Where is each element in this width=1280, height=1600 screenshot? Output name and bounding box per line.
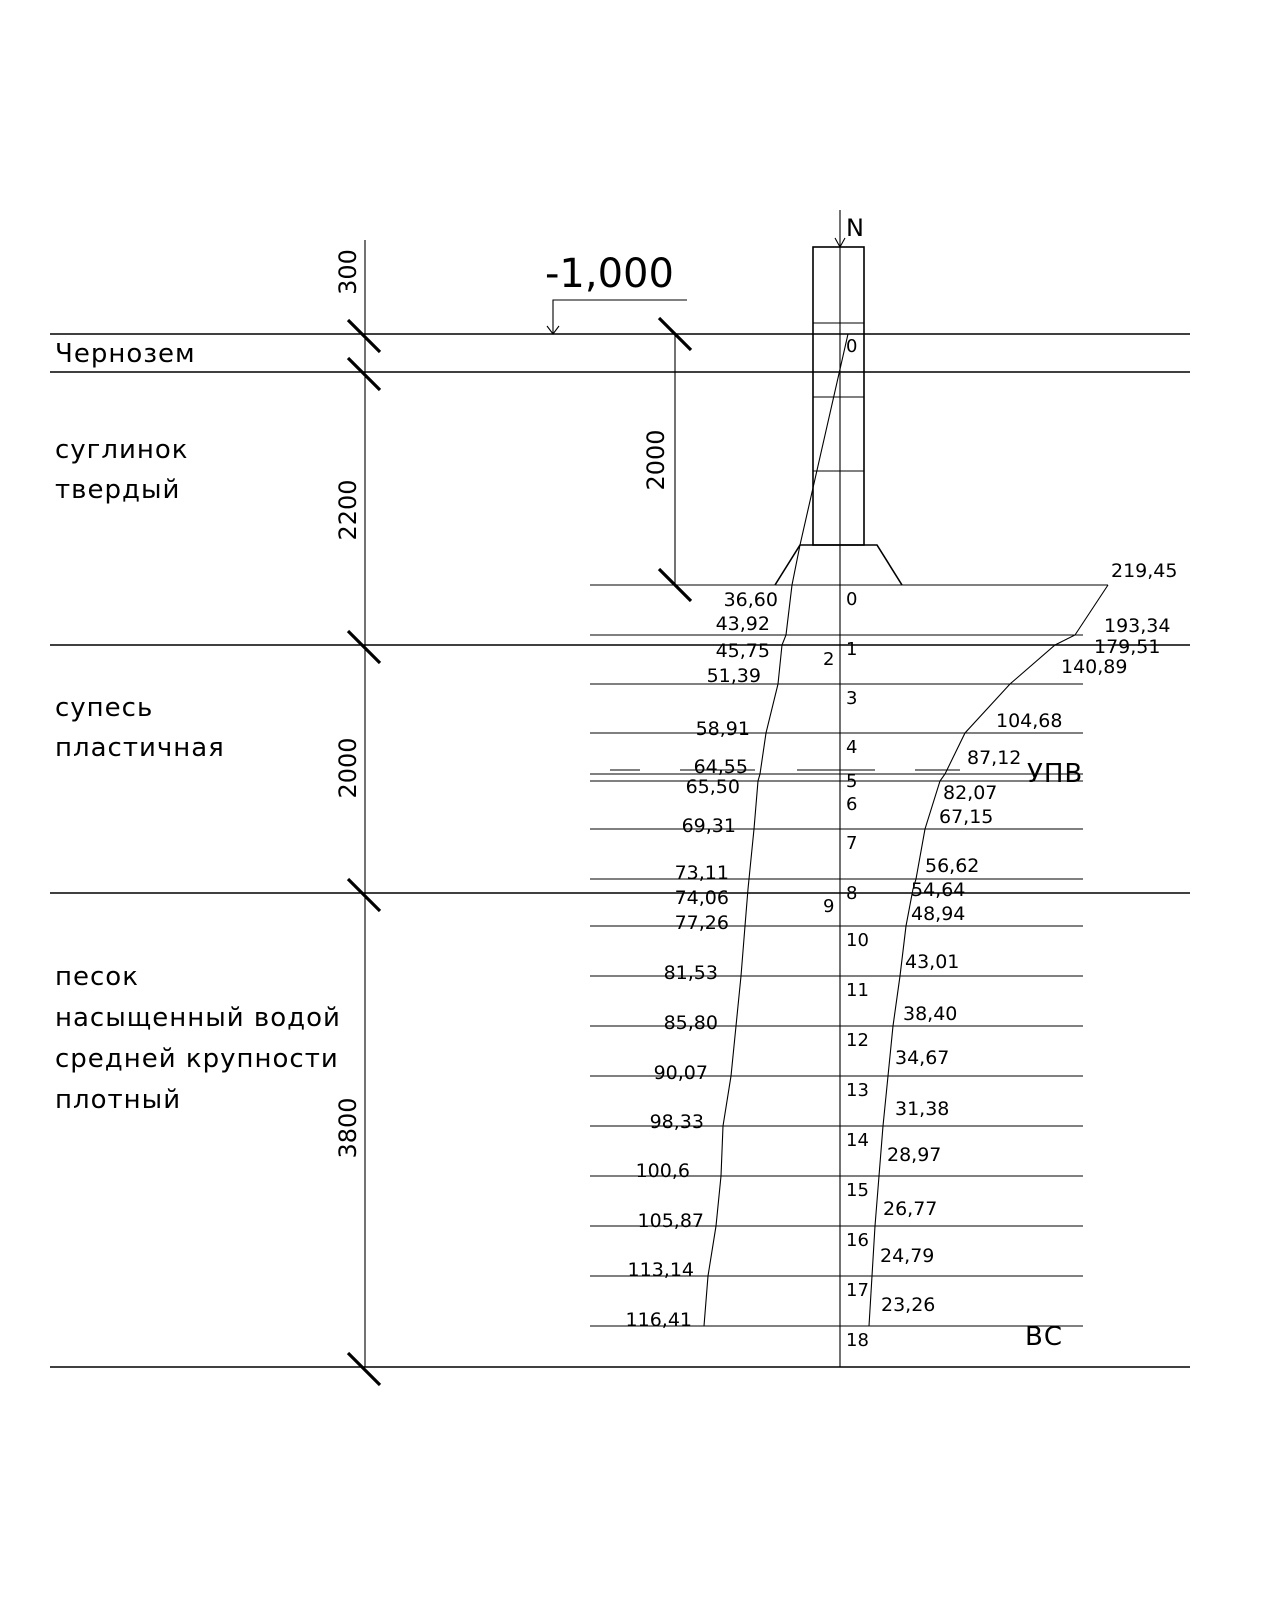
- right-value-17: 24,79: [880, 1245, 935, 1267]
- soil-name-loam-line1: суглинок: [55, 435, 189, 465]
- right-value-18: 23,26: [881, 1294, 936, 1316]
- dimension-tick: [348, 320, 380, 352]
- point-index-8: 8: [846, 883, 858, 904]
- point-index-18: 18: [846, 1330, 869, 1351]
- foundation-footing: [775, 545, 902, 585]
- point-index-11: 11: [846, 980, 869, 1001]
- foundation-column: [813, 247, 864, 545]
- right-value-2: 179,51: [1094, 636, 1161, 658]
- point-index-14: 14: [846, 1130, 869, 1151]
- point-index-1: 1: [846, 639, 858, 660]
- left-value-16: 105,87: [637, 1210, 704, 1232]
- dimension-tick: [348, 1353, 380, 1385]
- left-value-18: 116,41: [625, 1309, 692, 1331]
- right-value-3: 140,89: [1061, 656, 1128, 678]
- point-index-5: 5: [846, 771, 858, 792]
- dimension-tick: [348, 358, 380, 390]
- right-value-16: 26,77: [883, 1198, 938, 1220]
- point-index-10: 10: [846, 930, 869, 951]
- left-value-15: 100,6: [635, 1160, 690, 1182]
- point-index-0: 0: [846, 589, 858, 610]
- thickness-label-sand: 3800: [334, 1097, 362, 1159]
- soil-name-sand-line1: песок: [55, 962, 139, 992]
- right-value-12: 38,40: [903, 1003, 958, 1025]
- soil-name-chernozem: Чернозем: [55, 339, 196, 369]
- point-index-9: 9: [823, 896, 835, 917]
- left-value-10: 77,26: [674, 912, 729, 934]
- north-label: N: [846, 214, 864, 242]
- soil-name-sand-line4: плотный: [55, 1085, 182, 1115]
- zero-mark: 0: [846, 336, 858, 357]
- right-value-6: 82,07: [943, 782, 998, 804]
- soil-name-sand-line3: средней крупности: [55, 1044, 339, 1074]
- left-value-6: 65,50: [685, 776, 740, 798]
- right-value-1: 193,34: [1104, 615, 1171, 637]
- left-value-2: 45,75: [715, 640, 770, 662]
- dimension-tick: [348, 631, 380, 663]
- point-index-2: 2: [823, 649, 835, 670]
- foundation-depth-dimension: [642, 318, 691, 601]
- point-index-7: 7: [846, 833, 858, 854]
- soil-name-sandy-loam-line2: пластичная: [55, 733, 225, 763]
- point-index-16: 16: [846, 1230, 869, 1251]
- point-index-13: 13: [846, 1080, 869, 1101]
- right-values: [880, 560, 1177, 1316]
- left-value-4: 58,91: [695, 718, 750, 740]
- point-index-17: 17: [846, 1280, 869, 1301]
- left-value-9: 74,06: [674, 887, 729, 909]
- left-value-13: 90,07: [653, 1062, 708, 1084]
- left-value-7: 69,31: [681, 815, 736, 837]
- point-index-15: 15: [846, 1180, 869, 1201]
- soil-name-sandy-loam-line1: супесь: [55, 693, 154, 723]
- right-value-14: 31,38: [895, 1098, 950, 1120]
- left-value-8: 73,11: [674, 862, 729, 884]
- left-value-11: 81,53: [663, 962, 718, 984]
- compressible-limit-label: ВС: [1025, 1322, 1063, 1352]
- dimension-tick: [348, 879, 380, 911]
- thickness-label-chernozem: 300: [334, 249, 362, 295]
- right-value-11: 43,01: [905, 951, 960, 973]
- soil-layer-names: [55, 339, 341, 1115]
- layer-boundaries: [50, 334, 1190, 1367]
- right-value-9: 54,64: [911, 879, 966, 901]
- thickness-label-loam: 2200: [334, 479, 362, 541]
- point-index-6: 6: [846, 794, 858, 815]
- thickness-label-sandy-loam: 2000: [334, 737, 362, 799]
- soil-name-sand-line2: насыщенный водой: [55, 1003, 341, 1033]
- foundation: [775, 210, 902, 1367]
- left-value-14: 98,33: [649, 1111, 704, 1133]
- elevation-leader: [553, 300, 687, 334]
- right-value-0: 219,45: [1111, 560, 1178, 582]
- water-level-label: УПВ: [1027, 759, 1084, 789]
- left-value-12: 85,80: [663, 1012, 718, 1034]
- foundation-depth-value: 2000: [642, 429, 670, 491]
- left-value-0: 36,60: [723, 589, 778, 611]
- left-value-3: 51,39: [706, 665, 761, 687]
- right-value-4: 104,68: [996, 710, 1063, 732]
- thickness-dimension-chain: [334, 240, 380, 1385]
- point-index-3: 3: [846, 688, 858, 709]
- point-indices: [823, 589, 869, 1351]
- elevation-mark: [545, 251, 687, 334]
- right-value-8: 56,62: [925, 855, 980, 877]
- left-value-17: 113,14: [627, 1259, 694, 1281]
- left-value-5: 64,55: [693, 756, 748, 778]
- right-value-5: 87,12: [967, 747, 1022, 769]
- left-values: [626, 589, 778, 1331]
- point-index-12: 12: [846, 1030, 869, 1051]
- right-value-7: 67,15: [939, 806, 994, 828]
- right-value-15: 28,97: [887, 1144, 942, 1166]
- right-value-13: 34,67: [895, 1047, 950, 1069]
- left-value-1: 43,92: [715, 613, 770, 635]
- point-index-4: 4: [846, 737, 858, 758]
- right-value-10: 48,94: [911, 903, 966, 925]
- soil-name-loam-line2: твердый: [55, 475, 181, 505]
- elevation-value: -1,000: [545, 251, 674, 297]
